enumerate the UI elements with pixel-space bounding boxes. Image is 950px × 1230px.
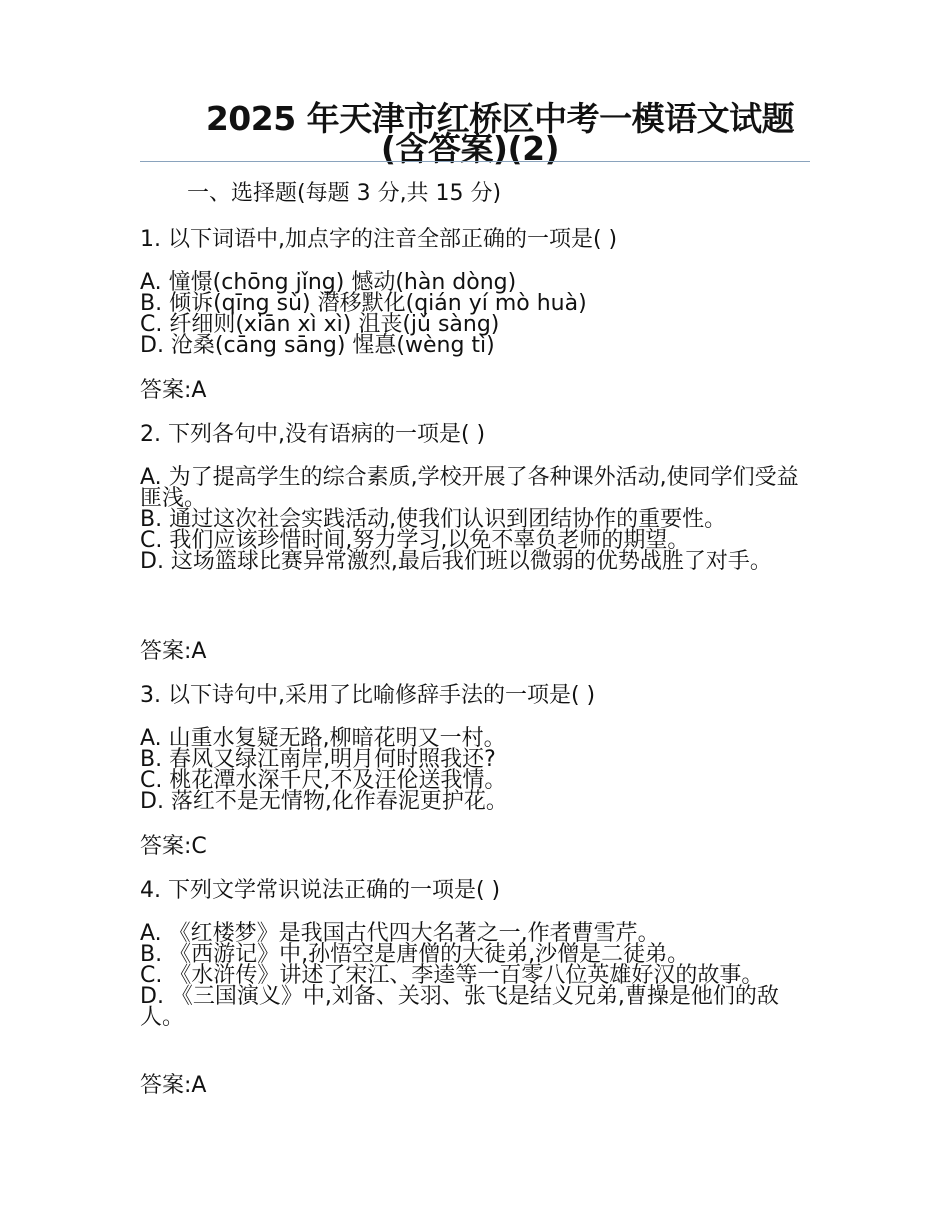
question-2-answer: 答案:A	[140, 639, 207, 664]
question-4-option-c: C. 《水浒传》讲述了宋江、李逵等一百零八位英雄好汉的故事。	[140, 963, 764, 988]
title-divider	[140, 161, 810, 162]
question-3-options	[140, 728, 800, 812]
question-2-options	[140, 467, 800, 572]
question-3-answer: 答案:C	[140, 834, 207, 859]
question-4-option-d: D. 《三国演义》中,刘备、关羽、张飞是结义兄弟,曹操是他们的敌人。	[140, 984, 779, 1030]
question-1-options	[140, 272, 800, 356]
question-2-option-a: A. 为了提高学生的综合素质,学校开展了各种课外活动,使同学们受益匪浅。	[140, 465, 799, 511]
question-1-option-b: B. 倾诉(qīng sù) 潜移默化(qián yí mò huà)	[140, 291, 587, 316]
question-4-answer: 答案:A	[140, 1073, 207, 1098]
title-line-1: 2025 年天津市红桥区中考一模语文试题	[205, 99, 795, 138]
question-3-stem: 3. 以下诗句中,采用了比喻修辞手法的一项是( )	[140, 683, 596, 708]
question-4-stem: 4. 下列文学常识说法正确的一项是( )	[140, 878, 501, 903]
question-3-option-d: D. 落红不是无情物,化作春泥更护花。	[140, 789, 508, 814]
question-3-option-b: B. 春风又绿江南岸,明月何时照我还?	[140, 747, 496, 772]
question-3-option-a: A. 山重水复疑无路,柳暗花明又一村。	[140, 726, 506, 751]
document-title	[180, 99, 820, 168]
question-2-stem: 2. 下列各句中,没有语病的一项是( )	[140, 422, 486, 447]
question-2-option-c: C. 我们应该珍惜时间,努力学习,以免不辜负老师的期望。	[140, 528, 690, 553]
question-4-option-a: A. 《红楼梦》是我国古代四大名著之一,作者曹雪芹。	[140, 921, 660, 946]
question-1-option-d: D. 沧桑(cāng sāng) 惺惪(wèng tì)	[140, 333, 495, 358]
section-heading: 一、选择题(每题 3 分,共 15 分)	[187, 181, 502, 206]
question-1-answer: 答案:A	[140, 378, 207, 403]
question-2-option-d: D. 这场篮球比赛异常激烈,最后我们班以微弱的优势战胜了对手。	[140, 549, 772, 574]
question-1-option-c: C. 纤细则(xiān xì xì) 沮丧(jǔ sàng)	[140, 312, 500, 337]
question-4-option-b: B. 《西游记》中,孙悟空是唐僧的大徒弟,沙僧是二徒弟。	[140, 942, 690, 967]
question-2-option-b: B. 通过这次社会实践活动,使我们认识到团结协作的重要性。	[140, 507, 727, 532]
question-3-option-c: C. 桃花潭水深千尺,不及汪伦送我情。	[140, 768, 507, 793]
question-1-option-a: A. 憧憬(chōng jǐng) 憾动(hàn dòng)	[140, 270, 517, 295]
title-line-2: (含答案)(2)	[380, 129, 560, 168]
question-1-stem: 1. 以下词语中,加点字的注音全部正确的一项是( )	[140, 227, 618, 252]
question-4-options	[140, 923, 800, 1028]
